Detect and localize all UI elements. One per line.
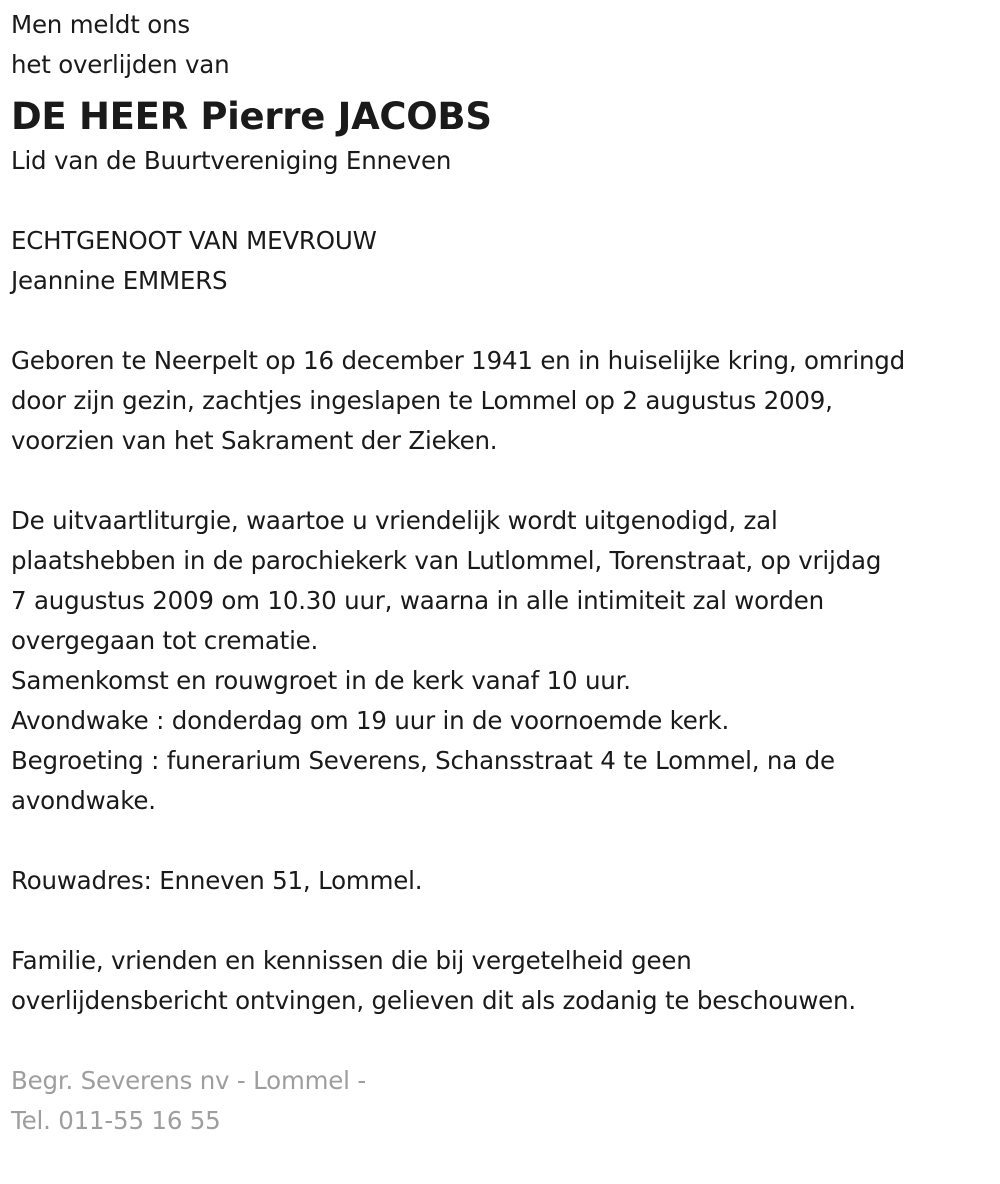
intro-line: het overlijden van bbox=[11, 50, 230, 79]
spacer bbox=[11, 301, 996, 341]
birth-death-line: door zijn gezin, zachtjes ingeslapen te Lommel op 2 augustus 2009, bbox=[11, 386, 833, 415]
funeral-home-footer: Begr. Severens nv - Lommel - bbox=[11, 1066, 367, 1095]
spacer bbox=[11, 821, 996, 861]
spacer bbox=[11, 901, 996, 941]
birth-death-line: Geboren te Neerpelt op 16 december 1941 en in huiselijke kring, omringd bbox=[11, 346, 906, 375]
funeral-line: 7 augustus 2009 om 10.30 uur, waarna in alle intimiteit zal worden bbox=[11, 586, 824, 615]
funeral-line: Begroeting : funerarium Severens, Schansstraat 4 te Lommel, na de bbox=[11, 746, 835, 775]
funeral-line: avondwake. bbox=[11, 786, 156, 815]
birth-death-line: voorzien van het Sakrament der Zieken. bbox=[11, 426, 498, 455]
funeral-line: Avondwake : donderdag om 19 uur in de voornoemde kerk. bbox=[11, 706, 730, 735]
spacer bbox=[11, 181, 996, 221]
deceased-membership: Lid van de Buurtvereniging Enneven bbox=[11, 146, 452, 175]
funeral-line: Samenkomst en rouwgroet in de kerk vanaf 10 uur. bbox=[11, 666, 631, 695]
funeral-home-phone: Tel. 011-55 16 55 bbox=[11, 1106, 221, 1135]
spouse-title: ECHTGENOOT VAN MEVROUW bbox=[11, 226, 377, 255]
funeral-line: plaatshebben in de parochiekerk van Lutlommel, Torenstraat, op vrijdag bbox=[11, 546, 882, 575]
spacer bbox=[11, 461, 996, 501]
mourning-address: Rouwadres: Enneven 51, Lommel. bbox=[11, 866, 423, 895]
spacer bbox=[11, 1021, 996, 1061]
intro-line: Men meldt ons bbox=[11, 10, 190, 39]
notice-line: Familie, vrienden en kennissen die bij vergetelheid geen bbox=[11, 946, 692, 975]
notice-line: overlijdensbericht ontvingen, gelieven dit als zodanig te beschouwen. bbox=[11, 986, 856, 1015]
spouse-name: Jeannine EMMERS bbox=[11, 266, 228, 295]
deceased-name: DE HEER Pierre JACOBS bbox=[11, 95, 492, 138]
funeral-line: overgegaan tot crematie. bbox=[11, 626, 319, 655]
funeral-line: De uitvaartliturgie, waartoe u vriendelijk wordt uitgenodigd, zal bbox=[11, 506, 778, 535]
obituary-notice bbox=[11, 5, 996, 1141]
